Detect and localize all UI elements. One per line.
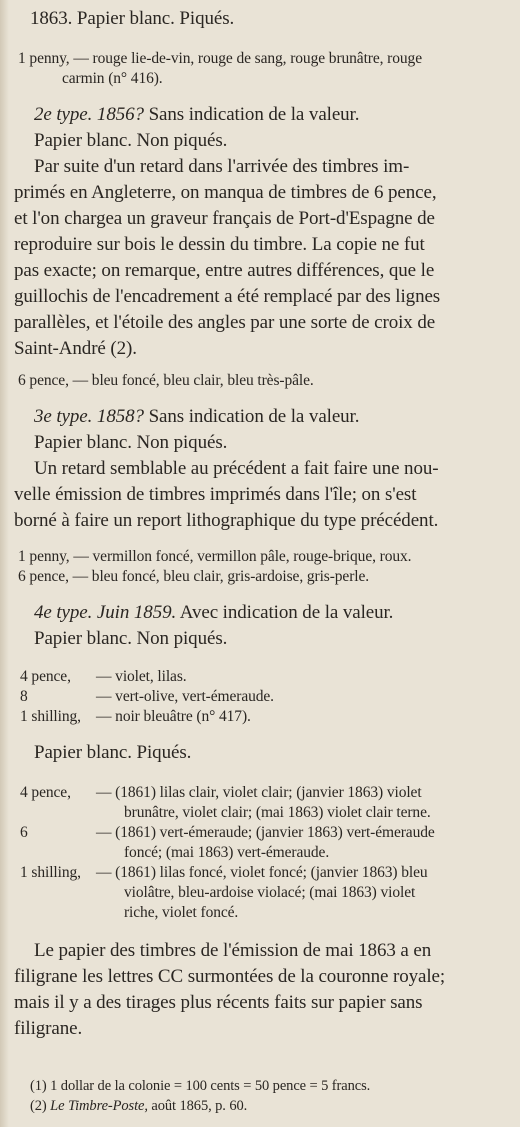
type3-item-6pence: 6 pence, — bleu foncé, bleu clair, gris-ardoise, gris-perle.: [18, 568, 370, 585]
type4-item-label: 1 shilling,: [20, 708, 81, 725]
type4-item2-line: brunâtre, violet clair; (mai 1863) violet clair terne.: [124, 804, 431, 821]
type4-item2-label: 1 shilling,: [20, 864, 81, 881]
type3-item-1penny: 1 penny, — vermillon foncé, vermillon pâle, rouge-brique, roux.: [18, 548, 412, 565]
closing-para-line: Le papier des timbres de l'émission de mai 1863 a en: [34, 940, 432, 961]
type2-para-line: reproduire sur bois le dessin du timbre. La copie ne fut: [14, 234, 425, 255]
type4-paper: Papier blanc. Non piqués.: [34, 628, 228, 649]
type2-para-line: et l'on chargea un graveur français de Port-d'Espagne de: [14, 208, 435, 229]
item-1penny-line2: carmin (n° 416).: [62, 70, 163, 87]
section-header: 1863. Papier blanc. Piqués.: [30, 8, 235, 29]
type4-item2-line: — (1861) vert-émeraude; (janvier 1863) vert-émeraude: [96, 824, 435, 841]
type2-para-line: guillochis de l'encadrement a été remplacé par des lignes: [14, 286, 441, 307]
type3-para-line: velle émission de timbres imprimés dans l'île; on s'est: [14, 484, 417, 505]
type4-item2-line: — (1861) lilas clair, violet clair; (janvier 1863) violet: [96, 784, 422, 801]
footnote-2: [30, 1098, 247, 1115]
type2-para-line: primés en Angleterre, on manqua de timbres de 6 pence,: [14, 182, 437, 203]
type3-para-line: Un retard semblable au précédent a fait faire une nou-: [34, 458, 439, 479]
footnote-2-rest: août 1865, p. 60.: [151, 1098, 248, 1114]
type4-item2-label: 6: [20, 824, 28, 841]
type4-heading: [34, 602, 393, 624]
type2-para-line: parallèles, et l'étoile des angles par une sorte de croix de: [14, 312, 436, 333]
type4-paper2: Papier blanc. Piqués.: [34, 742, 192, 763]
type3-para-line: borné à faire un report lithographique du type précédent.: [14, 510, 439, 531]
type4-item2-line: riche, violet foncé.: [124, 904, 239, 921]
type2-para-line: pas exacte; on remarque, entre autres différences, que le: [14, 260, 435, 281]
type2-para-line: Saint-André (2).: [14, 338, 137, 359]
closing-para-line: filigrane les lettres CC surmontées de la couronne royale;: [14, 966, 446, 987]
type3-heading: [34, 406, 359, 428]
type4-item2-line: violâtre, bleu-ardoise violacé; (mai 1863) violet: [124, 884, 416, 901]
type2-title-rest: Sans indication de la valeur.: [148, 104, 360, 125]
type4-item2-line: foncé; (mai 1863) vert-émeraude.: [124, 844, 330, 861]
type2-title: 2e type. 1856?: [34, 104, 144, 125]
type4-item-label: 8: [20, 688, 28, 705]
type4-item-text: — violet, lilas.: [96, 668, 187, 685]
type2-paper: Papier blanc. Non piqués.: [34, 130, 228, 151]
footnote-2-mark: (2): [30, 1098, 47, 1114]
footnote-2-title: Le Timbre-Poste,: [50, 1098, 148, 1114]
type4-title: 4e type. Juin 1859.: [34, 602, 177, 623]
page-gutter-shadow: [0, 0, 9, 1127]
type4-item2-label: 4 pence,: [20, 784, 71, 801]
type2-heading: [34, 104, 359, 126]
type4-item2-line: — (1861) lilas foncé, violet foncé; (janvier 1863) bleu: [96, 864, 428, 881]
type3-title-rest: Sans indication de la valeur.: [148, 406, 360, 427]
footnote-1: (1) 1 dollar de la colonie = 100 cents = 50 pence = 5 francs.: [30, 1078, 371, 1094]
type2-para-line: Par suite d'un retard dans l'arrivée des timbres im-: [34, 156, 410, 177]
type3-paper: Papier blanc. Non piqués.: [34, 432, 228, 453]
type4-item-text: — noir bleuâtre (n° 417).: [96, 708, 251, 725]
type4-title-rest: Avec indication de la valeur.: [179, 602, 394, 623]
closing-para-line: filigrane.: [14, 1018, 83, 1039]
type2-item-6pence: 6 pence, — bleu foncé, bleu clair, bleu très-pâle.: [18, 372, 314, 389]
type3-title: 3e type. 1858?: [34, 406, 144, 427]
type4-item-text: — vert-olive, vert-émeraude.: [96, 688, 274, 705]
item-1penny-line1: 1 penny, — rouge lie-de-vin, rouge de sang, rouge brunâtre, rouge: [18, 50, 422, 67]
type4-item-label: 4 pence,: [20, 668, 71, 685]
closing-para-line: mais il y a des tirages plus récents faits sur papier sans: [14, 992, 423, 1013]
